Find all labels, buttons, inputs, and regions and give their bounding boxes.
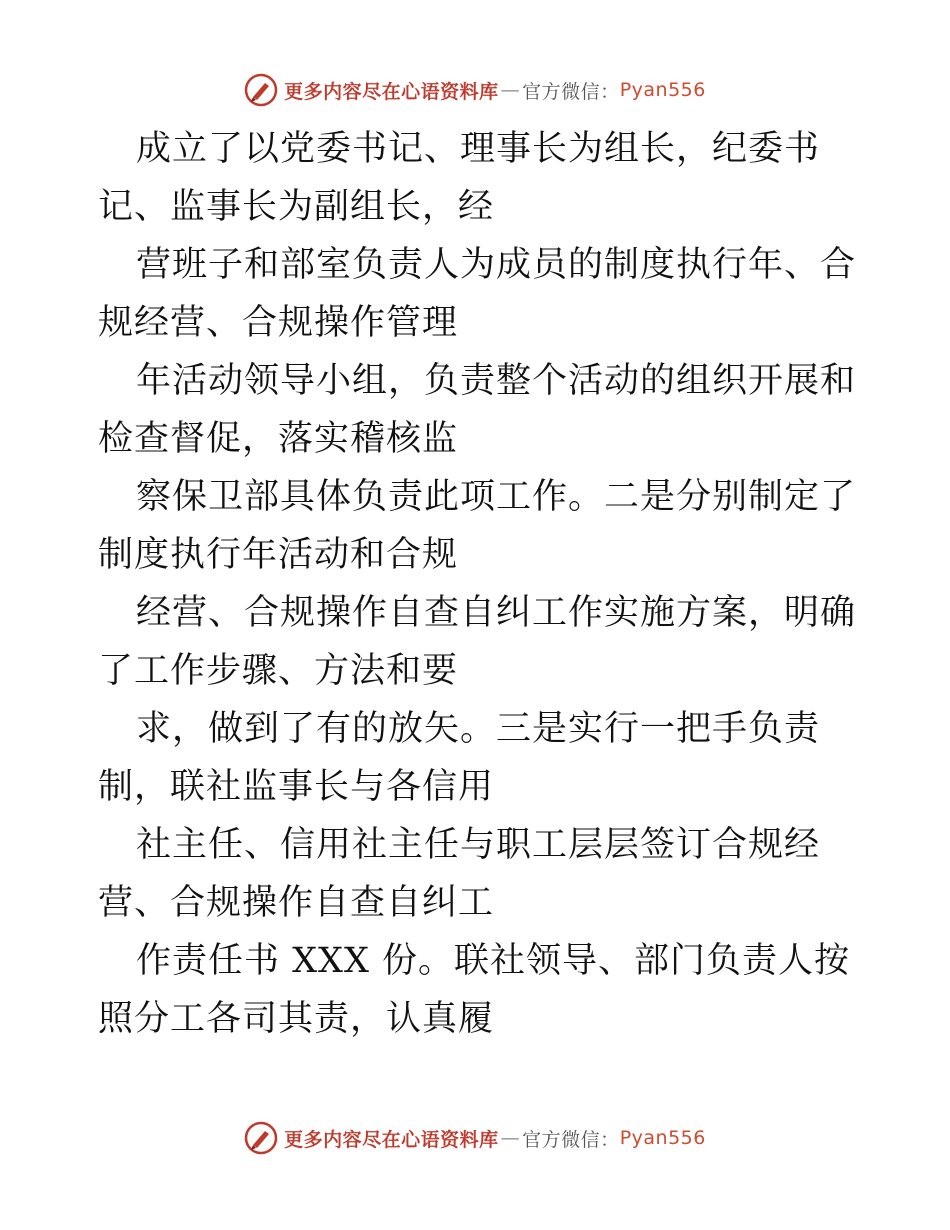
header-watermark [0, 68, 950, 112]
watermark-id: Pyan556 [619, 1127, 706, 1149]
watermark-label: 官方微信： [522, 1128, 620, 1151]
pen-logo-icon [244, 73, 278, 107]
pen-logo-icon [244, 1121, 278, 1155]
watermark-separator: — [500, 1127, 521, 1149]
paragraph: 求，做到了有的放矢。三是实行一把手负责制，联社监事长与各信用 [98, 709, 821, 807]
paragraph: 作责任书 XXX 份。联社领导、部门负责人按照分工各司其责，认真履 [98, 941, 851, 1039]
watermark-text: 更多内容尽在心语资料库 [284, 1128, 499, 1151]
paragraph: 察保卫部具体负责此项工作。二是分别制定了制度执行年活动和合规 [98, 477, 857, 575]
watermark-label: 官方微信： [522, 80, 620, 103]
watermark-id: Pyan556 [619, 79, 706, 101]
paragraph: 社主任、信用社主任与职工层层签订合规经营、合规操作自查自纠工 [98, 825, 821, 923]
paragraph: 成立了以党委书记、理事长为组长，纪委书记、监事长为副组长，经 [98, 129, 821, 227]
watermark-separator: — [500, 79, 521, 101]
paragraph: 年活动领导小组，负责整个活动的组织开展和检查督促，落实稽核监 [98, 361, 857, 459]
footer-watermark [0, 1116, 950, 1160]
document-body [98, 120, 858, 1048]
paragraph: 经营、合规操作自查自纠工作实施方案，明确了工作步骤、方法和要 [98, 593, 857, 691]
paragraph: 营班子和部室负责人为成员的制度执行年、合规经营、合规操作管理 [98, 245, 857, 343]
watermark-text: 更多内容尽在心语资料库 [284, 80, 499, 103]
